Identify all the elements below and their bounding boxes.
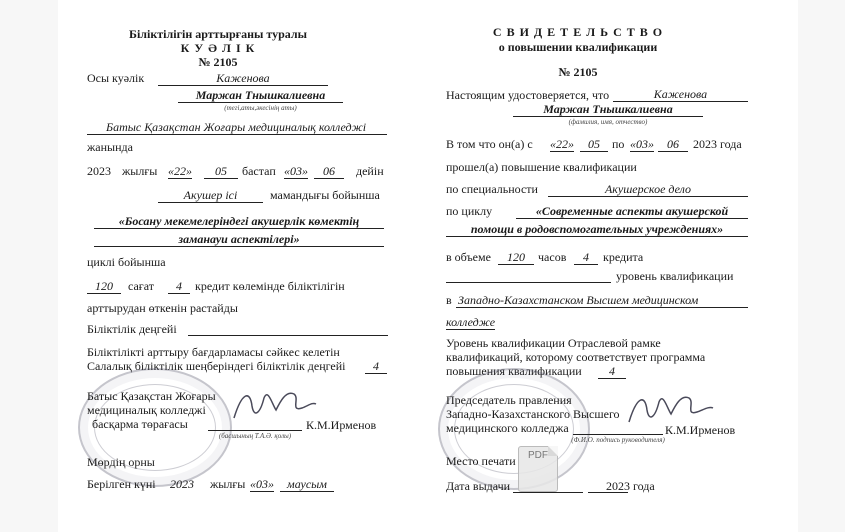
ru-end-month: 06 [658,137,688,152]
kz-title: К У Ә Л І К [180,41,256,55]
kz-cycle-line2: заманауи аспектілері» [178,232,300,246]
kz-credits: 4 [168,279,190,294]
ru-subtitle: о повышении квалификации [498,40,658,54]
ru-at-prefix: в [446,293,452,307]
ru-specialty-label: по специальности [446,182,538,196]
kz-college: Батыс Қазақстан Жоғары медициналық колледжі [106,120,367,134]
ru-given-names: Маржан Тнышкалиевна [543,102,673,116]
ru-board-line1: Председатель правления [446,393,572,407]
ru-passed-text: прошел(а) повышение квалификации [446,160,637,174]
ru-framework-line1: Уровень квалификации Отраслевой рамке [446,336,661,350]
ru-end-day: «03» [630,137,654,151]
kz-start-month: 05 [204,164,238,179]
ru-board-line2: Западно-Казахстанского Высшего [446,407,620,421]
kz-seal-label: Мөрдің орны [87,455,155,469]
ru-issue-label: Дата выдачи [446,479,511,493]
ru-framework-level: 4 [598,364,626,379]
kz-period-year: 2023 [87,164,111,178]
kz-hours-label: сағат [128,279,154,293]
ru-period-prefix: В том что он(а) с [446,137,533,151]
kz-confirm-text: арттырудан өткенін растайды [87,301,238,315]
ru-framework-line3: повышения квалификации [446,364,582,378]
kz-level-label: Біліктілік деңгейі [87,322,177,336]
kz-framework-line2: Салалық біліктілік шеңберіндегі біліктілік деңгейі [87,359,346,373]
ru-specialty: Акушерское дело [604,182,692,196]
kz-cycle-label: циклі бойынша [87,255,166,269]
kz-until-label: дейін [356,164,384,178]
kz-specialty-label: мамандығы бойынша [270,188,380,202]
ru-to-label: по [612,137,625,151]
ru-cycle-line1: «Современные аспекты акушерской [535,204,729,218]
ru-signature-note: (Ф.И.О. подпись руководителя) [571,436,665,444]
kz-issue-year: 2023 [170,477,194,491]
ru-college-line1: Западно-Казахстанском Высшем медицинском [458,293,699,307]
kz-fio-note: (тегі,аты,әкесінің аты) [224,104,297,112]
ru-cycle-label: по циклу [446,204,493,218]
kz-framework-level: 4 [365,359,387,374]
ru-certify-label: Настоящим удостоверяется, что [446,88,610,102]
kz-period-year-label: жылғы [122,164,158,178]
kz-framework-line1: Біліктілікті арттыру бағдарламасы сәйкес келетін [87,345,340,359]
kz-issue-day: «03» [250,477,274,491]
pdf-label: PDF [528,450,548,461]
ru-credits-label: кредита [603,250,644,264]
ru-cycle-line2: помощи в родовспомогательных учреждениях» [470,222,724,236]
ru-director: К.М.Ирменов [665,423,736,437]
kz-credits-text: кредит көлемінде біліктілігін [195,279,345,293]
kz-hours: 120 [87,279,121,294]
ru-credits: 4 [574,250,598,265]
ru-hours-label: часов [538,250,567,264]
ru-framework-line2: квалификаций, которому соответствует программа [446,350,706,364]
ru-seal-label: Место печати [446,454,516,468]
kz-board-line2: медициналық колледжі [87,403,206,417]
kz-board-line3: басқарма төрағасы [92,417,188,431]
kz-issue-year-label: жылғы [210,477,246,491]
kz-at-label: жанында [87,140,133,154]
kz-end-month: 06 [314,164,344,179]
kz-director: К.М.Ирменов [306,418,377,432]
ru-board-line3: медицинского колледжа [446,421,569,435]
ru-title: С В И Д Е Т Е Л Ь С Т В О [492,25,664,39]
kz-number: № 2105 [198,55,238,69]
ru-start-month: 05 [580,137,608,152]
kz-cycle-line1: «Босану мекемелеріндегі акушерлік көмектің [118,214,360,228]
ru-level-label: уровень квалификации [616,269,734,283]
ru-fio-note: (фамилия, имя, отчество) [568,118,648,126]
kz-specialty: Акушер ісі [183,188,238,202]
kz-surname: Каженова [216,71,270,85]
pdf-icon[interactable] [518,446,558,492]
kz-signature [228,384,318,428]
kz-from-label: бастап [242,164,276,178]
ru-start-day: «22» [550,137,574,151]
kz-issue-label: Берілген күні [87,477,156,491]
certificate-sheet [58,0,798,532]
ru-hours: 120 [498,250,534,265]
ru-number: № 2105 [558,65,598,79]
ru-college-line2: колледже [446,315,496,329]
kz-end-day: «03» [284,164,308,178]
kz-issue-month: маусым [280,477,334,492]
kz-given-names: Маржан Тнышкалиевна [195,88,326,102]
ru-surname: Каженова [653,87,708,101]
ru-volume-label: в объеме [446,250,491,264]
ru-issue-year-text: 2023 года [606,479,655,493]
kz-signature-note: (басшының Т.А.Ә. қолы) [218,432,292,440]
ru-year-text: 2023 года [693,137,742,151]
kz-heading: Біліктілігін арттырғаны туралы [129,27,307,41]
kz-issued-to-label: Осы куәлік [87,71,145,85]
kz-start-day: «22» [168,164,192,178]
kz-board-line1: Батыс Қазақстан Жоғары [87,389,216,403]
